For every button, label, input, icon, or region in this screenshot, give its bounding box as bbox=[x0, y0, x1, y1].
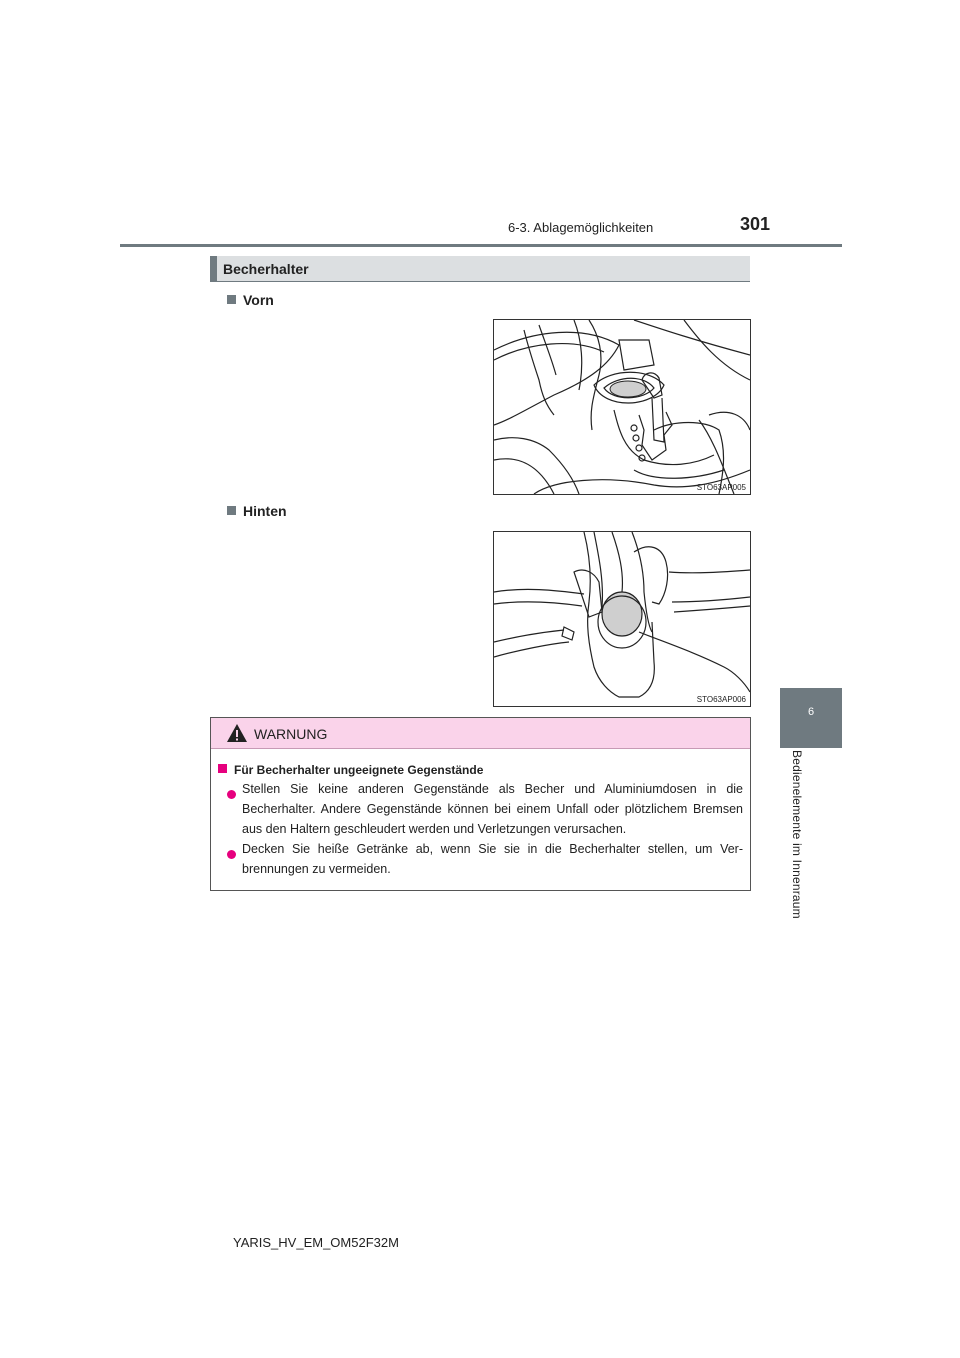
square-bullet-icon bbox=[218, 764, 227, 773]
subsection-front-label: Vorn bbox=[243, 292, 274, 308]
figure-rear-id: STO63AP006 bbox=[696, 695, 746, 704]
warning-bullet-2: Decken Sie heiße Getränke ab, wenn Sie sie in die Becherhalter stellen, um Ver-brennungen zu vermeiden. bbox=[242, 842, 743, 876]
subsection-front bbox=[227, 292, 274, 308]
warning-title: WARNUNG bbox=[254, 726, 328, 742]
front-console-illustration bbox=[494, 320, 750, 494]
chapter-title: Bedienelemente im Innenraum bbox=[790, 750, 804, 919]
warning-triangle-icon bbox=[226, 722, 248, 744]
footer-document-code: YARIS_HV_EM_OM52F32M bbox=[233, 1235, 399, 1250]
figure-rear-cup-holder bbox=[493, 531, 751, 707]
section-heading: Becherhalter bbox=[223, 261, 309, 277]
subsection-rear-label: Hinten bbox=[243, 503, 287, 519]
warning-bullet-1: Stellen Sie keine anderen Gegenstände als Becher und Aluminiumdosen in die Becherhalter. Andere Gegenstände können bei einem Unfall oder plötzlichem Bremsen aus den Haltern geschleudert werden und Verletzungen verursachen. bbox=[242, 782, 743, 836]
subsection-rear bbox=[227, 503, 287, 519]
chapter-tab bbox=[780, 688, 842, 748]
warning-item-title bbox=[218, 763, 483, 777]
square-bullet-icon bbox=[227, 295, 236, 304]
header-rule bbox=[120, 244, 842, 247]
figure-front-id: STO63AP005 bbox=[696, 483, 746, 492]
figure-front-cup-holder bbox=[493, 319, 751, 495]
page-number: 301 bbox=[740, 214, 771, 234]
header-section-title: 6-3. Ablagemöglichkeiten bbox=[508, 220, 654, 235]
chapter-number: 6 bbox=[807, 706, 815, 718]
warning-item-title-text: Für Becherhalter ungeeignete Gegenstände bbox=[234, 763, 484, 777]
square-bullet-icon bbox=[227, 506, 236, 515]
bullet-icon bbox=[227, 845, 236, 865]
rear-console-illustration bbox=[494, 532, 750, 706]
bullet-icon bbox=[227, 785, 236, 805]
